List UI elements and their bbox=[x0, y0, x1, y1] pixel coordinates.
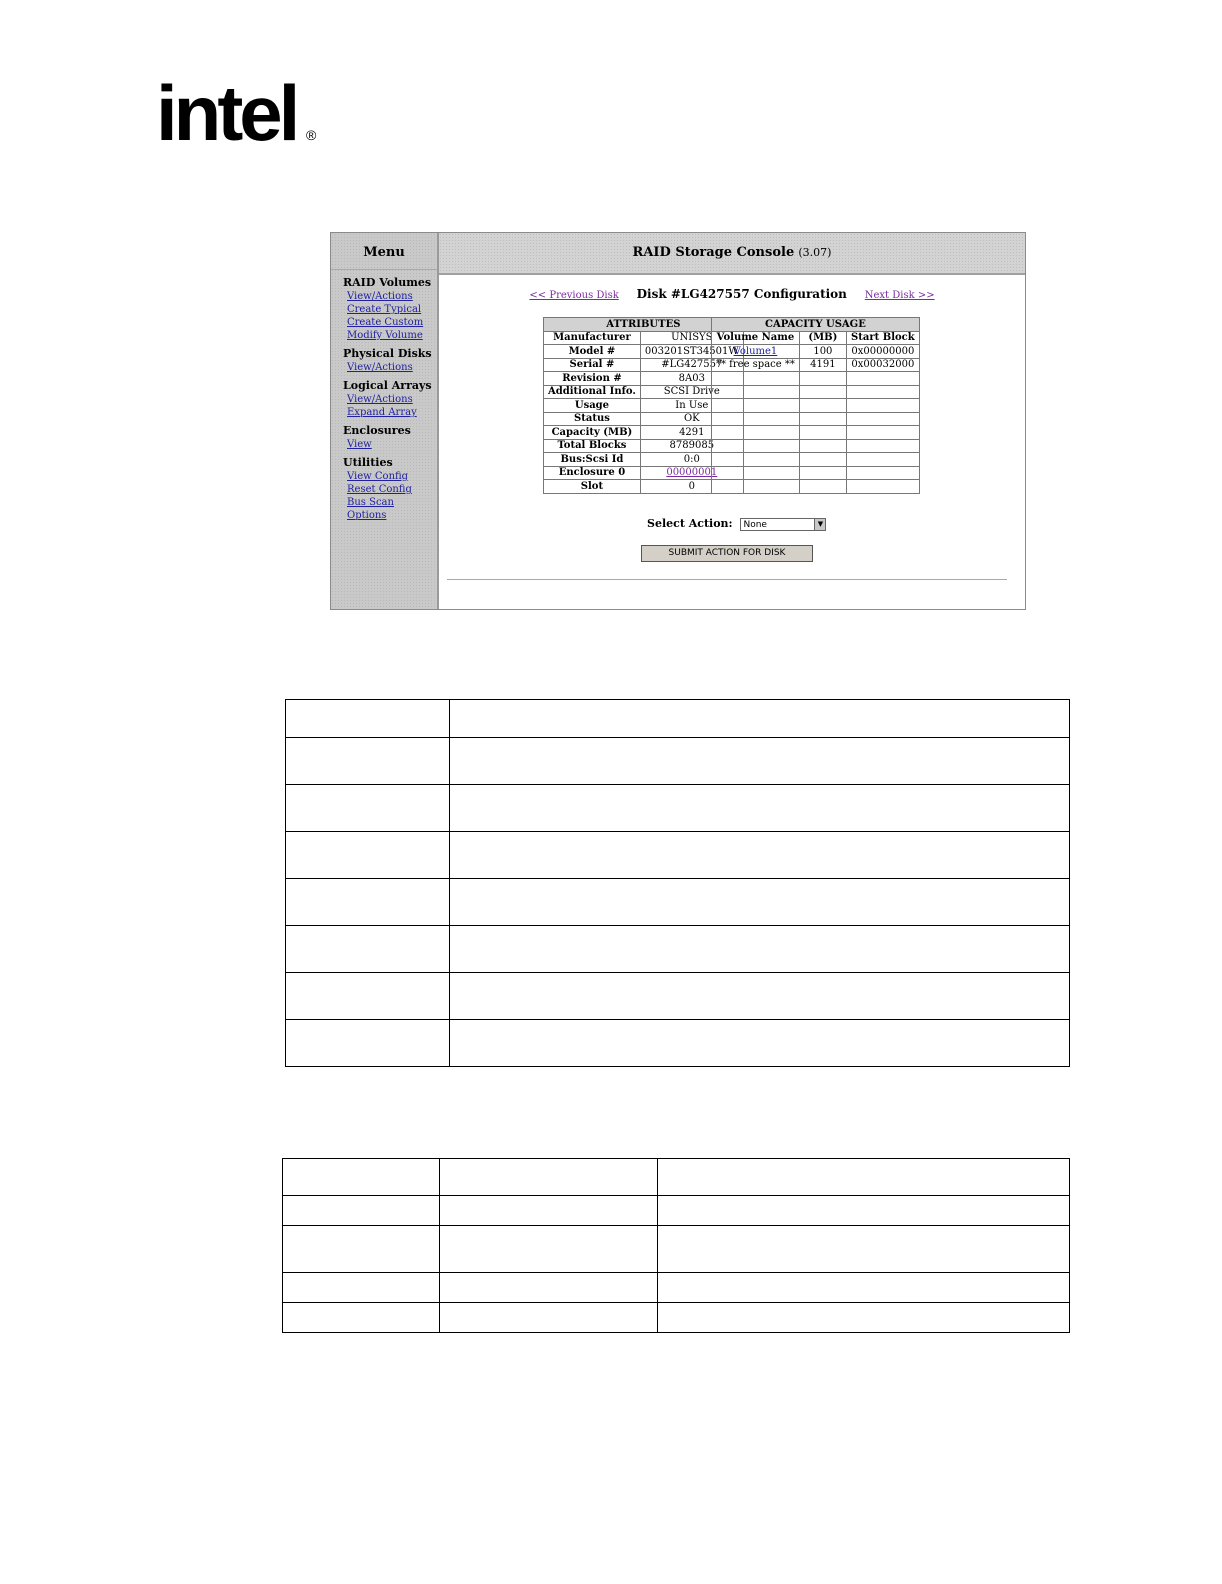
attribute-key: Usage bbox=[544, 399, 641, 413]
capacity-cell bbox=[799, 453, 846, 467]
table-row bbox=[712, 412, 920, 426]
capacity-cell bbox=[712, 480, 800, 494]
enclosure-link[interactable]: 00000001 bbox=[666, 467, 718, 479]
table-cell bbox=[450, 700, 1070, 738]
disk-nav bbox=[439, 287, 1025, 301]
divider bbox=[447, 579, 1007, 580]
table-cell bbox=[283, 1159, 440, 1196]
table-row bbox=[712, 399, 920, 413]
capacity-cell bbox=[799, 412, 846, 426]
attribute-key: Revision # bbox=[544, 372, 641, 386]
attribute-key: Additional Info. bbox=[544, 385, 641, 399]
menu-link[interactable]: Options bbox=[347, 510, 387, 521]
capacity-cell bbox=[712, 372, 800, 386]
capacity-cell bbox=[846, 412, 919, 426]
table-cell bbox=[658, 1273, 1070, 1303]
registered-mark: ® bbox=[306, 127, 317, 143]
table-row bbox=[712, 426, 920, 440]
attribute-value: 0 bbox=[640, 480, 743, 494]
capacity-cell bbox=[846, 385, 919, 399]
capacity-cell: ** free space ** bbox=[712, 358, 800, 372]
capacity-cell bbox=[799, 480, 846, 494]
table-row bbox=[283, 1273, 1070, 1303]
select-action-row bbox=[647, 517, 826, 531]
menu-group-label: Utilities bbox=[343, 456, 393, 469]
table-cell bbox=[440, 1226, 658, 1273]
attribute-value: UNISYS bbox=[640, 331, 743, 345]
capacity-cell bbox=[712, 412, 800, 426]
attribute-key: Model # bbox=[544, 345, 641, 359]
attribute-key: Enclosure 0 bbox=[544, 466, 641, 480]
capacity-column-headers bbox=[712, 331, 920, 345]
table-cell bbox=[658, 1226, 1070, 1273]
attribute-value: 003201ST34501W bbox=[640, 345, 743, 359]
table-cell bbox=[450, 785, 1070, 832]
console-title: RAID Storage Console bbox=[632, 245, 795, 260]
table-row bbox=[712, 480, 920, 494]
table-cell bbox=[658, 1303, 1070, 1333]
intel-logo-text: intel bbox=[156, 78, 297, 157]
table-row bbox=[712, 372, 920, 386]
table-cell bbox=[440, 1273, 658, 1303]
table-row bbox=[286, 832, 1070, 879]
volume-link[interactable]: Volume1 bbox=[733, 345, 778, 357]
table-cell bbox=[658, 1159, 1070, 1196]
menu-link[interactable]: View/Actions bbox=[347, 291, 413, 302]
attribute-key: Bus:Scsi Id bbox=[544, 453, 641, 467]
capacity-heading: CAPACITY USAGE bbox=[712, 318, 920, 332]
capacity-cell bbox=[712, 399, 800, 413]
attribute-value: 8789085 bbox=[640, 439, 743, 453]
capacity-cell: 4191 bbox=[799, 358, 846, 372]
table-cell bbox=[450, 879, 1070, 926]
capacity-cell bbox=[846, 453, 919, 467]
table-row bbox=[283, 1196, 1070, 1226]
table-cell bbox=[440, 1303, 658, 1333]
table-cell bbox=[450, 926, 1070, 973]
menu-link[interactable]: View Config bbox=[347, 471, 409, 482]
table-row bbox=[286, 926, 1070, 973]
attribute-value: #LG427557 bbox=[640, 358, 743, 372]
menu-link[interactable]: Modify Volume bbox=[347, 330, 423, 341]
table-row bbox=[712, 345, 920, 359]
capacity-cell: 0x00032000 bbox=[846, 358, 919, 372]
capacity-cell bbox=[846, 466, 919, 480]
attribute-value: In Use bbox=[640, 399, 743, 413]
capacity-cell bbox=[799, 399, 846, 413]
attributes-heading: ATTRIBUTES bbox=[544, 318, 744, 332]
table-cell bbox=[450, 738, 1070, 785]
table-row bbox=[283, 1226, 1070, 1273]
column-header: (MB) bbox=[799, 331, 846, 345]
table-row bbox=[286, 973, 1070, 1020]
table-cell bbox=[450, 832, 1070, 879]
table-row bbox=[286, 785, 1070, 832]
table-cell bbox=[440, 1196, 658, 1226]
attribute-value: 8A03 bbox=[640, 372, 743, 386]
table-row bbox=[712, 385, 920, 399]
attribute-key: Status bbox=[544, 412, 641, 426]
intel-logo bbox=[156, 78, 336, 168]
capacity-cell bbox=[799, 466, 846, 480]
doc-table-1 bbox=[285, 699, 1070, 1067]
capacity-cell bbox=[846, 426, 919, 440]
menu-link[interactable]: Expand Array bbox=[347, 407, 417, 418]
table-cell bbox=[283, 1226, 440, 1273]
attribute-key: Total Blocks bbox=[544, 439, 641, 453]
column-header: Volume Name bbox=[712, 331, 800, 345]
table-row bbox=[712, 439, 920, 453]
capacity-cell bbox=[712, 466, 800, 480]
select-action-value: None bbox=[743, 519, 767, 530]
previous-disk-link[interactable]: << Previous Disk bbox=[529, 290, 619, 301]
table-row bbox=[712, 358, 920, 372]
attribute-value: SCSI Drive bbox=[640, 385, 743, 399]
next-disk-link[interactable]: Next Disk >> bbox=[864, 290, 935, 301]
capacity-cell bbox=[799, 439, 846, 453]
table-row bbox=[286, 738, 1070, 785]
table-cell bbox=[286, 1020, 450, 1067]
table-cell bbox=[283, 1303, 440, 1333]
select-action-dropdown[interactable] bbox=[740, 518, 826, 531]
menu-link[interactable]: Bus Scan bbox=[347, 497, 394, 508]
menu-title: Menu bbox=[331, 233, 437, 270]
menu-body bbox=[331, 276, 437, 521]
attribute-key: Slot bbox=[544, 480, 641, 494]
capacity-cell bbox=[799, 385, 846, 399]
attribute-key: Capacity (MB) bbox=[544, 426, 641, 440]
table-row bbox=[712, 466, 920, 480]
doc-table-2 bbox=[282, 1158, 1070, 1333]
table-cell bbox=[283, 1196, 440, 1226]
capacity-cell bbox=[712, 345, 800, 359]
capacity-cell bbox=[846, 399, 919, 413]
capacity-cell bbox=[712, 439, 800, 453]
select-action-label: Select Action: bbox=[647, 517, 733, 530]
menu-link[interactable]: View/Actions bbox=[347, 362, 413, 373]
attribute-key: Serial # bbox=[544, 358, 641, 372]
table-row bbox=[283, 1303, 1070, 1333]
raid-console-screenshot bbox=[330, 232, 1026, 610]
table-row bbox=[286, 700, 1070, 738]
chevron-down-icon[interactable]: ▼ bbox=[814, 519, 825, 530]
table-cell bbox=[286, 973, 450, 1020]
menu-group-label: Physical Disks bbox=[343, 347, 432, 360]
capacity-cell bbox=[846, 372, 919, 386]
menu-group-label: Enclosures bbox=[343, 424, 411, 437]
table-cell bbox=[450, 1020, 1070, 1067]
submit-action-button[interactable]: SUBMIT ACTION FOR DISK bbox=[641, 545, 813, 562]
menu-link[interactable]: View/Actions bbox=[347, 394, 413, 405]
table-cell bbox=[286, 879, 450, 926]
table-cell bbox=[286, 738, 450, 785]
capacity-cell bbox=[712, 385, 800, 399]
capacity-cell: 0x00000000 bbox=[846, 345, 919, 359]
table-cell bbox=[286, 785, 450, 832]
menu-group-label: RAID Volumes bbox=[343, 276, 432, 289]
capacity-cell bbox=[846, 439, 919, 453]
table-cell bbox=[450, 973, 1070, 1020]
capacity-cell: 100 bbox=[799, 345, 846, 359]
menu-link[interactable]: Create Custom bbox=[347, 317, 424, 328]
table-cell bbox=[440, 1159, 658, 1196]
table-cell bbox=[658, 1196, 1070, 1226]
attribute-key: Manufacturer bbox=[544, 331, 641, 345]
table-cell bbox=[286, 700, 450, 738]
capacity-cell bbox=[799, 426, 846, 440]
attribute-value: 0:0 bbox=[640, 453, 743, 467]
menu-sidebar bbox=[331, 233, 439, 609]
table-cell bbox=[286, 832, 450, 879]
capacity-cell bbox=[799, 372, 846, 386]
table-cell bbox=[283, 1273, 440, 1303]
console-header bbox=[439, 233, 1025, 275]
menu-link[interactable]: View bbox=[347, 439, 372, 450]
capacity-cell bbox=[712, 426, 800, 440]
disk-config-title: Disk #LG427557 Configuration bbox=[636, 287, 847, 301]
table-row bbox=[286, 879, 1070, 926]
capacity-cell bbox=[846, 480, 919, 494]
table-row bbox=[286, 1020, 1070, 1067]
table-row bbox=[712, 453, 920, 467]
table-row bbox=[283, 1159, 1070, 1196]
menu-link[interactable]: Create Typical bbox=[347, 304, 422, 315]
attribute-value: 4291 bbox=[640, 426, 743, 440]
capacity-cell bbox=[712, 453, 800, 467]
table-cell bbox=[286, 926, 450, 973]
menu-group-label: Logical Arrays bbox=[343, 379, 432, 392]
menu-link[interactable]: Reset Config bbox=[347, 484, 412, 495]
capacity-usage-table bbox=[711, 317, 920, 494]
console-version: (3.07) bbox=[798, 246, 832, 259]
column-header: Start Block bbox=[846, 331, 919, 345]
attribute-value: OK bbox=[640, 412, 743, 426]
